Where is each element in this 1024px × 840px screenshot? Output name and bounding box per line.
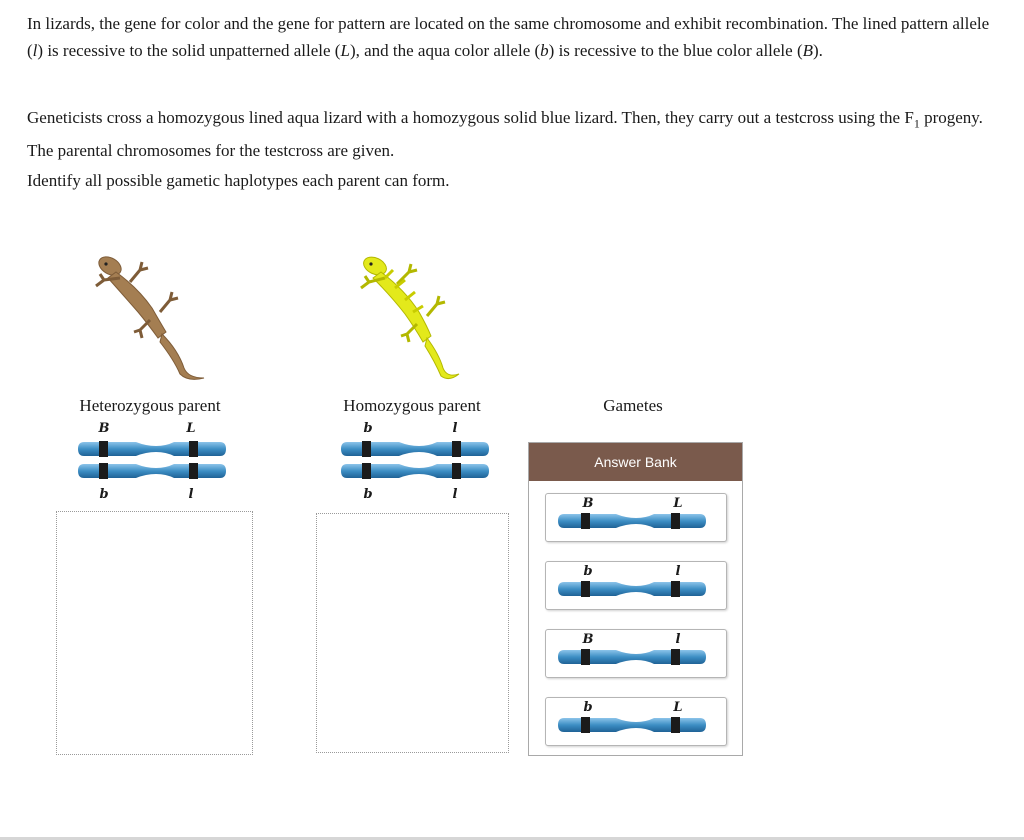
- heterozygous-chromosome-pair: [76, 440, 228, 484]
- het-top-allele-right: L: [186, 421, 196, 436]
- question-instruction: Identify all possible gametic haplotypes each parent can form.: [27, 171, 450, 190]
- gamete-allele-right: l: [675, 564, 681, 579]
- homozygous-parent-label: Homozygous parent: [343, 396, 481, 415]
- gamete-chromosome: [556, 512, 708, 530]
- gamete-allele-left: b: [583, 700, 593, 715]
- heterozygous-parent-label: Heterozygous parent: [79, 396, 221, 415]
- answer-bank: [528, 442, 743, 756]
- hom-top-allele-left: b: [363, 421, 373, 436]
- homozygous-gamete-dropzone[interactable]: [316, 513, 509, 753]
- gamete-chromosome: [556, 580, 708, 598]
- het-bottom-allele-right: l: [188, 487, 194, 502]
- gamete-card-bl[interactable]: [545, 561, 727, 610]
- gamete-chromosome: [556, 648, 708, 666]
- answer-bank-header: Answer Bank: [529, 443, 742, 481]
- het-bottom-allele-left: b: [99, 487, 109, 502]
- het-top-allele-left: B: [98, 421, 110, 436]
- hom-top-allele-right: l: [452, 421, 458, 436]
- gamete-allele-left: B: [582, 632, 594, 647]
- hom-bottom-allele-left: b: [363, 487, 373, 502]
- gamete-chromosome: [556, 716, 708, 734]
- homozygous-chromosome-pair: [339, 440, 491, 484]
- gametes-label: Gametes: [603, 396, 663, 415]
- question-paragraph-1: In lizards, the gene for color and the gene for pattern are located on the same chromosome and exhibit recombination. The lined pattern allele (l) is recessive to the solid unpatterned allele (L), and the aqua color allele (b) is recessive to the blue color allele (B).: [27, 14, 990, 60]
- yellow-lizard-image: [355, 250, 475, 385]
- heterozygous-gamete-dropzone[interactable]: [56, 511, 253, 755]
- gamete-card-BL[interactable]: [545, 493, 727, 542]
- question-paragraph-2: Geneticists cross a homozygous lined aqua lizard with a homozygous solid blue lizard. Then, they carry out a testcross using the $F_1$ progeny. The parental chromosomes for the testcross are given.: [27, 108, 983, 161]
- gamete-allele-left: B: [582, 496, 594, 511]
- hom-bottom-allele-right: l: [452, 487, 458, 502]
- gamete-allele-right: l: [675, 632, 681, 647]
- brown-lizard-image: [90, 250, 220, 385]
- gamete-allele-right: L: [673, 496, 683, 511]
- gamete-allele-left: b: [583, 564, 593, 579]
- gamete-card-Bl[interactable]: [545, 629, 727, 678]
- gamete-allele-right: L: [673, 700, 683, 715]
- gamete-card-bL[interactable]: [545, 697, 727, 746]
